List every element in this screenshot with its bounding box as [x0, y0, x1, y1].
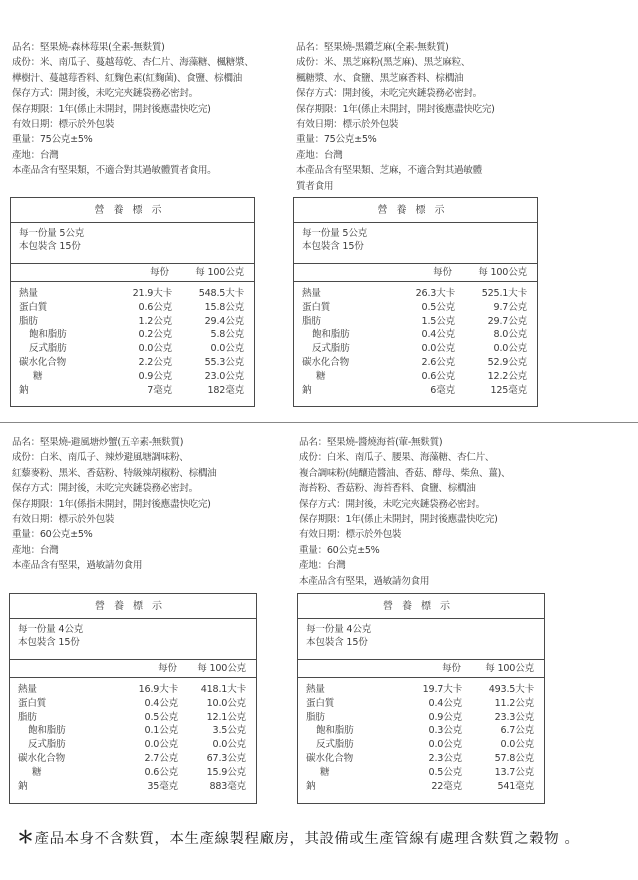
nutrition-row: [294, 301, 537, 315]
nutrient-label: 糖: [32, 766, 42, 778]
nutrition-row: [10, 752, 256, 766]
gluten-disclaimer: [17, 823, 579, 848]
per-100g-value: 23.0公克: [204, 370, 244, 382]
nutrition-row: [10, 780, 256, 794]
per-serving-value: 0.1公克: [144, 725, 178, 737]
nutrition-row: [10, 697, 256, 711]
nutrient-label: 熱量: [18, 684, 37, 695]
column-header-per-100g: 每 100公克: [197, 663, 246, 674]
nutrient-label: 反式脂肪: [29, 343, 67, 355]
product-info-list: [296, 40, 495, 194]
nutrient-label: 蛋白質: [302, 301, 331, 313]
per-100g-value: 12.2公克: [487, 370, 527, 382]
info-line: 本產品含有堅果，過敏請勿食用: [299, 575, 430, 587]
info-line: 樺樹汁、蔓越莓香料、紅麴色素(紅麴菌)、食鹽、棕櫚油: [12, 72, 242, 84]
per-100g-value: 11.2公克: [494, 697, 534, 709]
nutrient-label: 脂肪: [18, 711, 37, 723]
per-serving-value: 0.4公克: [144, 697, 178, 709]
per-serving-value: 0.2公克: [138, 329, 172, 341]
per-serving-value: 0.0公克: [428, 739, 462, 751]
nutrition-column-headers: [10, 659, 256, 678]
serving-info: [294, 223, 537, 263]
nutrition-table: [293, 197, 538, 407]
nutrition-row: [294, 328, 537, 342]
per-100g-value: 0.0公克: [212, 739, 246, 751]
per-100g-value: 548.5大卡: [198, 288, 244, 299]
nutrition-row: [11, 315, 254, 329]
per-serving-value: 21.9大卡: [132, 288, 172, 299]
nutrition-row: [298, 711, 544, 725]
nutrient-label: 鈉: [18, 780, 28, 792]
info-line: 有效日期：標示於外包裝: [12, 119, 115, 131]
info-line: 紅藜麥粉、黑米、香菇粉、特級辣胡椒粉、棕櫚油: [12, 467, 217, 479]
nutrient-label: 糖: [33, 370, 43, 382]
nutrition-row: [294, 356, 537, 370]
serving-info: [298, 619, 544, 659]
per-100g-value: 418.1大卡: [200, 684, 246, 695]
nutrition-row: [11, 342, 254, 356]
per-100g-value: 3.5公克: [212, 725, 246, 737]
nutrient-label: 蛋白質: [19, 301, 48, 313]
per-serving-value: 35毫克: [147, 780, 178, 792]
per-serving-value: 19.7大卡: [422, 684, 462, 695]
nutrient-label: 反式脂肪: [316, 739, 354, 751]
nutrition-row: [10, 711, 256, 725]
per-100g-value: 29.7公克: [487, 315, 527, 327]
info-line: 保存方式：開封後，未吃完夾鏈袋務必密封。: [299, 498, 485, 510]
nutrient-label: 熱量: [302, 288, 321, 299]
nutrition-rows: [10, 678, 256, 793]
per-serving-value: 16.9大卡: [138, 684, 178, 695]
per-serving-value: 0.5公克: [421, 301, 455, 313]
servings-per-package: 本包裝含 15份: [18, 637, 80, 649]
per-100g-value: 883毫克: [209, 780, 246, 792]
column-header-per-serving: 每份: [158, 663, 177, 674]
info-line: 保存期限：1年(係止未開封，開封後應盡快吃完): [12, 103, 211, 115]
per-100g-value: 0.0公克: [500, 739, 534, 751]
per-serving-value: 2.3公克: [428, 752, 462, 764]
info-line: 海苔粉、香菇粉、海苔香料、食鹽、棕櫚油: [299, 483, 476, 495]
info-line: 楓糖漿、水、食鹽、黑芝麻香料、棕櫚油: [296, 72, 464, 84]
info-line: 重量：60公克±5%: [299, 544, 380, 556]
info-line: 產地：台灣: [299, 560, 346, 572]
info-line: 品名：堅果燒-醬燒海苔(葷-無麩質): [299, 437, 443, 448]
asterisk-icon: ＊: [17, 828, 35, 848]
per-100g-value: 525.1大卡: [481, 288, 527, 299]
nutrition-row: [11, 356, 254, 370]
per-100g-value: 12.1公克: [206, 711, 246, 723]
nutrient-label: 飽和脂肪: [316, 725, 354, 737]
per-100g-value: 8.0公克: [493, 329, 527, 341]
info-line: 品名：堅果燒-避風塘炒蟹(五辛素-無麩質): [12, 437, 184, 448]
section-divider: [0, 422, 638, 423]
info-line: 成份：白米、南瓜子、腰果、海藻糖、杏仁片、: [299, 452, 495, 464]
nutrition-table: [297, 593, 545, 804]
per-serving-value: 22毫克: [431, 780, 462, 792]
per-serving-value: 0.6公克: [138, 301, 172, 313]
product-info-list: [299, 435, 510, 589]
nutrient-label: 熱量: [306, 684, 325, 695]
info-line: 本產品含有堅果類，不適合對其過敏體質者食用。: [12, 165, 217, 177]
per-serving-value: 2.6公克: [421, 356, 455, 368]
nutrition-row: [11, 370, 254, 384]
nutrition-row: [294, 370, 537, 384]
per-100g-value: 10.0公克: [206, 697, 246, 709]
nutrition-row: [298, 766, 544, 780]
nutrition-row: [10, 724, 256, 738]
nutrition-rows: [298, 678, 544, 793]
nutrient-label: 飽和脂肪: [312, 329, 350, 341]
nutrition-row: [294, 287, 537, 301]
column-header-per-100g: 每 100公克: [478, 267, 527, 278]
servings-per-package: 本包裝含 15份: [306, 637, 368, 649]
per-100g-value: 541毫克: [497, 780, 534, 792]
per-100g-value: 57.8公克: [494, 752, 534, 764]
servings-per-package: 本包裝含 15份: [302, 241, 364, 253]
nutrition-row: [11, 384, 254, 398]
per-100g-value: 55.3公克: [204, 356, 244, 368]
nutrition-column-headers: [298, 659, 544, 678]
per-serving-value: 0.9公克: [428, 711, 462, 723]
per-100g-value: 15.8公克: [204, 301, 244, 313]
nutrition-row: [11, 287, 254, 301]
nutrition-row: [294, 315, 537, 329]
per-100g-value: 23.3公克: [494, 711, 534, 723]
column-header-per-serving: 每份: [442, 663, 461, 674]
per-serving-value: 2.2公克: [138, 356, 172, 368]
per-serving-value: 0.3公克: [428, 725, 462, 737]
info-line: 成份：米、黑芝麻粉(黑芝麻)、黑芝麻粒、: [296, 57, 471, 69]
nutrition-row: [298, 752, 544, 766]
info-line: 質者食用: [296, 180, 334, 192]
nutrient-label: 碳水化合物: [18, 752, 65, 764]
nutrition-row: [294, 384, 537, 398]
info-line: 成份：白米、南瓜子、辣炒避風塘調味粉、: [12, 452, 189, 464]
column-header-per-serving: 每份: [433, 267, 452, 278]
nutrient-label: 碳水化合物: [19, 356, 66, 368]
info-line: 保存期限：1年(係止未開封，開封後應盡快吃完): [296, 103, 495, 115]
nutrition-column-headers: [11, 263, 254, 282]
nutrient-label: 脂肪: [302, 315, 321, 327]
nutrition-table-title: 營養標示: [11, 198, 254, 223]
info-line: 重量：60公克±5%: [12, 529, 93, 541]
per-serving-value: 1.5公克: [421, 315, 455, 327]
per-100g-value: 0.0公克: [493, 343, 527, 355]
nutrient-label: 蛋白質: [18, 697, 47, 709]
per-serving-value: 0.5公克: [144, 711, 178, 723]
column-header-per-100g: 每 100公克: [195, 267, 244, 278]
info-line: 有效日期：標示於外包裝: [296, 119, 399, 131]
info-line: 有效日期：標示於外包裝: [299, 529, 402, 541]
per-serving-value: 0.6公克: [144, 766, 178, 778]
nutrition-column-headers: [294, 263, 537, 282]
per-100g-value: 125毫克: [490, 384, 527, 396]
per-serving-value: 1.2公克: [138, 315, 172, 327]
per-serving-value: 2.7公克: [144, 752, 178, 764]
nutrition-row: [11, 301, 254, 315]
serving-info: [10, 619, 256, 659]
nutrient-label: 脂肪: [306, 711, 325, 723]
nutrition-row: [10, 766, 256, 780]
nutrition-row: [298, 738, 544, 752]
per-100g-value: 493.5大卡: [488, 684, 534, 695]
nutrition-table-title: 營養標示: [294, 198, 537, 223]
nutrition-row: [298, 780, 544, 794]
nutrition-row: [298, 697, 544, 711]
product-info-list: [12, 40, 254, 179]
nutrition-row: [298, 683, 544, 697]
per-100g-value: 0.0公克: [210, 343, 244, 355]
nutrient-label: 飽和脂肪: [28, 725, 66, 737]
info-line: 本產品含有堅果，過敏請勿食用: [12, 560, 143, 572]
nutrition-row: [10, 683, 256, 697]
serving-info: [11, 223, 254, 263]
column-header-per-serving: 每份: [150, 267, 169, 278]
nutrient-label: 反式脂肪: [28, 739, 66, 751]
info-line: 重量：75公克±5%: [12, 134, 93, 146]
per-serving-value: 26.3大卡: [415, 288, 455, 299]
info-line: 本產品含有堅果類、芝麻，不適合對其過敏體: [296, 165, 482, 177]
per-serving-value: 0.0公克: [138, 343, 172, 355]
info-line: 產地：台灣: [296, 149, 343, 161]
per-serving-value: 0.0公克: [144, 739, 178, 751]
nutrition-row: [11, 328, 254, 342]
per-serving-value: 0.9公克: [138, 370, 172, 382]
per-100g-value: 5.8公克: [210, 329, 244, 341]
nutrient-label: 飽和脂肪: [29, 329, 67, 341]
info-line: 品名：堅果燒-森林莓果(全素-無麩質): [12, 42, 165, 53]
info-line: 產地：台灣: [12, 544, 59, 556]
serving-size: 每一份量 4公克: [18, 624, 84, 635]
nutrition-table-title: 營養標示: [298, 594, 544, 619]
info-line: 保存方式：開封後，未吃完夾鏈袋務必密封。: [12, 88, 198, 100]
nutrient-label: 鈉: [302, 384, 312, 396]
nutrient-label: 糖: [316, 370, 326, 382]
per-100g-value: 6.7公克: [500, 725, 534, 737]
nutrient-label: 碳水化合物: [302, 356, 349, 368]
nutrition-table: [10, 197, 255, 407]
nutrition-rows: [294, 282, 537, 397]
info-line: 保存期限：1年(係止未開封，開封後應盡快吃完): [299, 514, 498, 526]
per-serving-value: 7毫克: [147, 384, 172, 396]
per-100g-value: 182毫克: [207, 384, 244, 396]
per-100g-value: 67.3公克: [206, 752, 246, 764]
per-serving-value: 0.4公克: [428, 697, 462, 709]
info-line: 重量：75公克±5%: [296, 134, 377, 146]
column-header-per-100g: 每 100公克: [485, 663, 534, 674]
nutrition-table-title: 營養標示: [10, 594, 256, 619]
nutrient-label: 熱量: [19, 288, 38, 299]
nutrient-label: 鈉: [306, 780, 316, 792]
info-line: 品名：堅果燒-黑鑽芝麻(全素-無麩質): [296, 42, 449, 53]
info-line: 保存方式：開封後，未吃完夾鏈袋務必密封。: [12, 483, 198, 495]
per-serving-value: 0.6公克: [421, 370, 455, 382]
product-info-list: [12, 435, 216, 574]
nutrition-row: [298, 724, 544, 738]
per-100g-value: 13.7公克: [494, 766, 534, 778]
serving-size: 每一份量 5公克: [19, 228, 85, 239]
per-100g-value: 29.4公克: [204, 315, 244, 327]
info-line: 有效日期：標示於外包裝: [12, 514, 115, 526]
info-line: 保存方式：開封後，未吃完夾鏈袋務必密封。: [296, 88, 482, 100]
per-serving-value: 0.5公克: [428, 766, 462, 778]
per-serving-value: 0.4公克: [421, 329, 455, 341]
serving-size: 每一份量 5公克: [302, 228, 368, 239]
nutrition-row: [10, 738, 256, 752]
nutrient-label: 脂肪: [19, 315, 38, 327]
nutrition-rows: [11, 282, 254, 397]
nutrient-label: 碳水化合物: [306, 752, 353, 764]
info-line: 產地：台灣: [12, 149, 59, 161]
servings-per-package: 本包裝含 15份: [19, 241, 81, 253]
info-line: 複合調味粉(純釀造醬油、香菇、酵母、柴魚、薑)、: [299, 467, 511, 479]
info-line: 成份：米、南瓜子、蔓越莓乾、杏仁片、海藻糖、楓糖漿、: [12, 57, 254, 69]
per-serving-value: 0.0公克: [421, 343, 455, 355]
nutrition-table: [9, 593, 257, 804]
per-serving-value: 6毫克: [430, 384, 455, 396]
disclaimer-text: 產品本身不含麩質，本生產線製程廠房，其設備或生產管線有處理含麩質之穀物 。: [34, 831, 580, 847]
serving-size: 每一份量 4公克: [306, 624, 372, 635]
per-100g-value: 9.7公克: [493, 301, 527, 313]
nutrient-label: 反式脂肪: [312, 343, 350, 355]
nutrition-row: [294, 342, 537, 356]
info-line: 保存期限：1年(係指未開封，開封後應盡快吃完): [12, 498, 211, 510]
nutrient-label: 糖: [320, 766, 330, 778]
per-100g-value: 52.9公克: [487, 356, 527, 368]
nutrient-label: 蛋白質: [306, 697, 335, 709]
nutrient-label: 鈉: [19, 384, 29, 396]
per-100g-value: 15.9公克: [206, 766, 246, 778]
